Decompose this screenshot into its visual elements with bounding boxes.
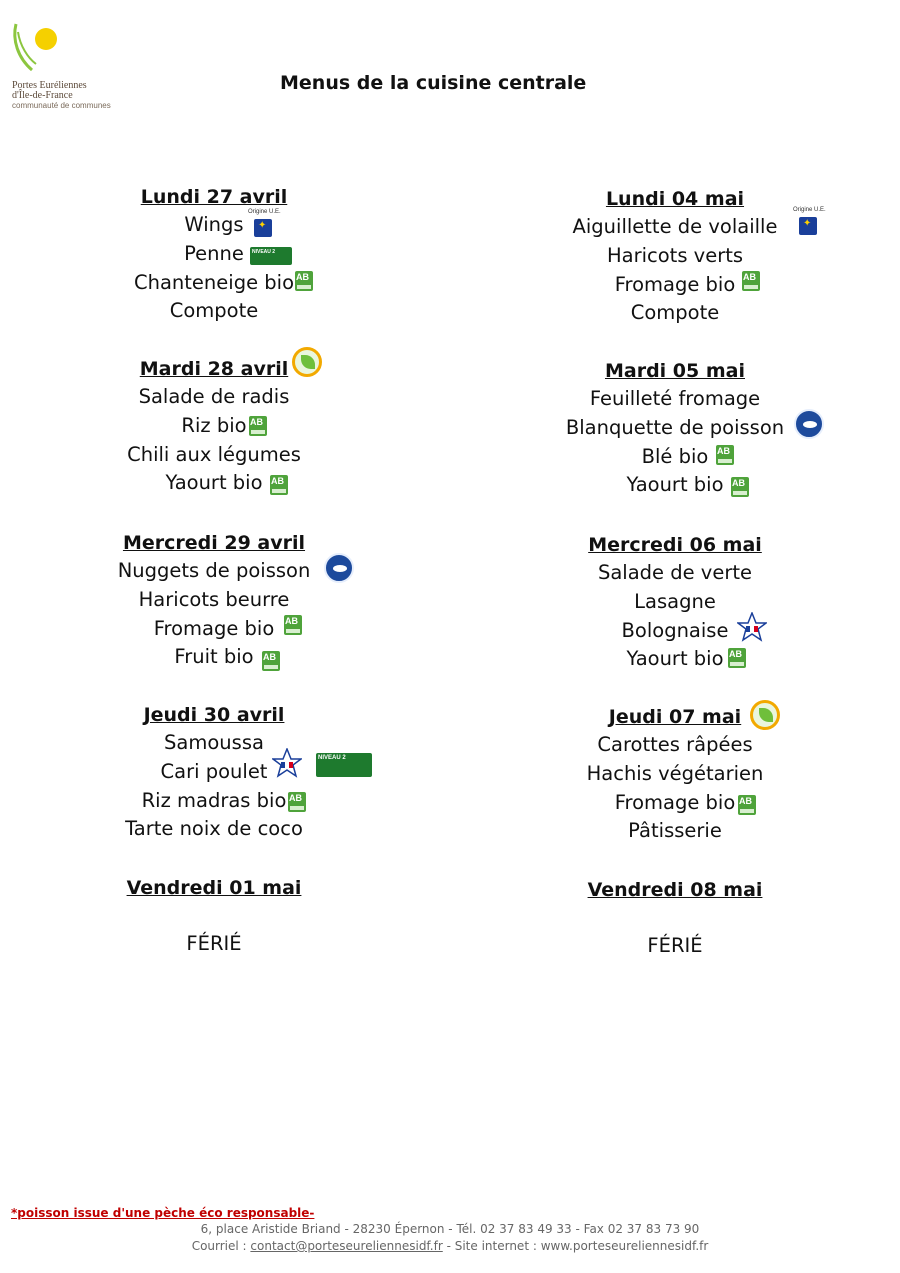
menu-item: Yaourt bio: [626, 473, 724, 497]
menu-item: Bolognaise: [621, 618, 729, 642]
day-mercredi-06: [465, 531, 885, 674]
footer-contact: [0, 1239, 900, 1253]
day-title: Lundi 04 mai: [605, 188, 745, 210]
menu-item: Feuilleté fromage: [589, 387, 761, 410]
day-lundi-27: [4, 183, 424, 326]
vegetarien-icon: [292, 347, 322, 377]
menu-item: Carottes râpées: [597, 733, 753, 756]
menu-item: Hachis végétarien: [586, 761, 764, 785]
menu-item: Cari poulet: [160, 759, 268, 783]
footer-address: 6, place Aristide Briand - 28230 Épernon - Tél. 02 37 83 49 33 - Fax 02 37 83 73 90: [200, 1222, 700, 1236]
logo-line-1: Portes Euréliennes: [12, 80, 87, 91]
ab-bio-icon: [270, 475, 288, 495]
menu-item: Pâtisserie: [628, 819, 722, 843]
day-title: Vendredi 01 mai: [126, 877, 302, 899]
page-title: Menus de la cuisine centrale: [280, 72, 587, 94]
menu-item: Fromage bio: [153, 616, 275, 640]
menu-item: Haricots beurre: [138, 587, 290, 611]
menu-item: Nuggets de poisson: [117, 559, 311, 582]
hve-niveau-2-icon: NIVEAU 2: [250, 247, 292, 265]
origine-ue-icon: Origine U.E. ✦: [250, 215, 272, 237]
ab-bio-icon: [731, 477, 749, 497]
day-jeudi-07: [465, 703, 885, 846]
vegetarien-icon: [750, 700, 780, 730]
logo-text: [12, 81, 111, 111]
logo-sun-icon: [10, 18, 70, 78]
logo: [10, 18, 130, 113]
menu-item: Aiguillette de volaille: [572, 215, 778, 238]
day-title: Vendredi 08 mai: [587, 879, 763, 901]
menu-item: Yaourt bio: [626, 647, 724, 671]
menu-item: Lasagne: [634, 589, 716, 613]
day-title: Jeudi 30 avril: [143, 704, 285, 726]
menu-item: Tarte noix de coco: [125, 817, 303, 841]
menu-item: Fromage bio: [614, 272, 736, 296]
msc-peche-durable-icon: [324, 553, 354, 583]
day-mercredi-29: [4, 529, 424, 672]
viande-de-france-icon: [737, 612, 767, 642]
menu-item: Chanteneige bio: [134, 270, 294, 294]
menu-item: Penne: [184, 241, 244, 265]
hve-niveau-2-icon: NIVEAU 2: [316, 753, 372, 777]
menu-item: Haricots verts: [606, 243, 744, 267]
day-title: Mardi 28 avril: [139, 358, 289, 380]
day-vendredi-08: [465, 876, 885, 961]
menu-item: Compote: [169, 299, 259, 323]
day-title: Mercredi 06 mai: [588, 534, 762, 556]
logo-line-3: communauté de communes: [12, 101, 111, 110]
ab-bio-icon: [295, 271, 313, 291]
viande-de-france-icon: [272, 748, 302, 778]
menu-item: Riz madras bio: [141, 788, 287, 812]
menu-item: Fromage bio: [614, 790, 736, 814]
menu-item: Salade de radis: [138, 385, 290, 408]
menu-item: Wings: [184, 213, 244, 236]
day-title: Mardi 05 mai: [604, 360, 745, 382]
menu-item: Blé bio: [641, 444, 709, 468]
origine-ue-icon: Origine U.E. ✦: [795, 213, 817, 235]
ab-bio-icon: [284, 615, 302, 635]
menu-item: Fruit bio: [174, 645, 254, 669]
ferie-label: FÉRIÉ: [647, 934, 703, 957]
day-title: Lundi 27 avril: [140, 186, 288, 208]
courriel-label: Courriel :: [191, 1239, 251, 1253]
day-title: Mercredi 29 avril: [122, 532, 306, 554]
site-text: - Site internet : www.porteseureliennesidf.fr: [442, 1239, 709, 1253]
email-link[interactable]: contact@porteseureliennesidf.fr: [250, 1239, 443, 1253]
menu-item: Salade de verte: [597, 561, 753, 584]
footnote-poisson: *poisson issue d'une pèche éco responsable-: [11, 1206, 315, 1220]
menu-item: Compote: [630, 301, 720, 325]
ab-bio-icon: [249, 416, 267, 436]
ab-bio-icon: [716, 445, 734, 465]
ab-bio-icon: [728, 648, 746, 668]
ab-bio-icon: [262, 651, 280, 671]
day-vendredi-01: [4, 874, 424, 959]
menu-item: Yaourt bio: [165, 471, 263, 495]
msc-peche-durable-icon: [794, 409, 824, 439]
menu-item: Blanquette de poisson: [565, 415, 785, 439]
ferie-label: FÉRIÉ: [186, 932, 242, 955]
menu-item: Chili aux légumes: [127, 442, 301, 466]
ab-bio-icon: [742, 271, 760, 291]
day-title: Jeudi 07 mai: [608, 706, 742, 728]
day-mardi-28: [4, 355, 424, 498]
logo-line-2: d'Île-de-France: [12, 90, 73, 101]
ab-bio-icon: [738, 795, 756, 815]
menu-item: Samoussa: [164, 731, 264, 754]
ab-bio-icon: [288, 792, 306, 812]
menu-item: Riz bio: [181, 413, 247, 437]
